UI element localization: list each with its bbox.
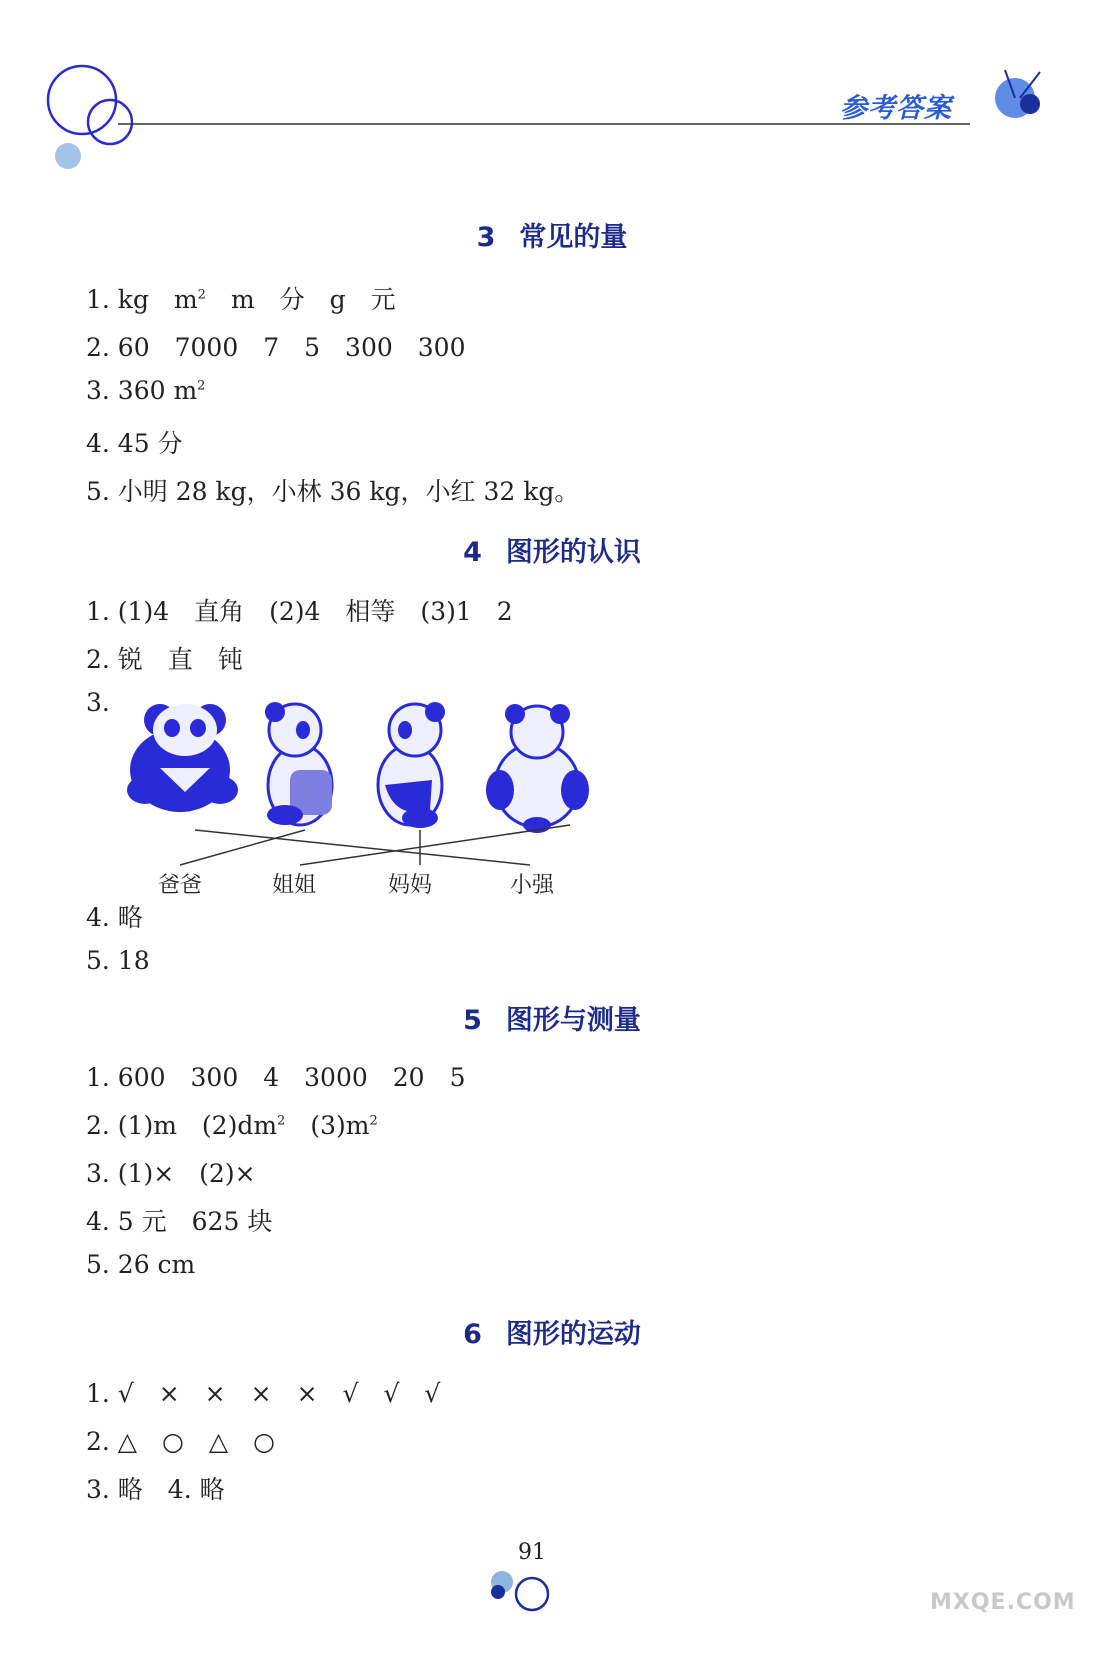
section-name: 图形的认识 — [505, 537, 641, 568]
answer-line: 3. (1)× (2)× — [86, 1159, 256, 1188]
section-number: 3 — [476, 222, 496, 253]
section-title — [0, 530, 1104, 569]
superscript: 2 — [277, 1113, 286, 1129]
superscript: 2 — [369, 1113, 378, 1129]
answer-line: 1. kg $m^2$ m 分 g 元 — [86, 285, 396, 314]
answer-line: 2. 锐 直 钝 — [86, 645, 243, 674]
answer-line: 4. 略 — [86, 903, 143, 932]
panda-right-side-icon — [265, 702, 332, 825]
panda-back-icon — [486, 704, 589, 833]
page-number: 91 — [518, 1540, 546, 1565]
answer-line: 2. △ ○ △ ○ — [86, 1427, 275, 1456]
section-title — [0, 1312, 1104, 1351]
panda-left-side-icon — [378, 702, 445, 828]
superscript: 2 — [197, 287, 206, 303]
answer-line: 3. 略 4. 略 — [86, 1475, 225, 1504]
answer-line: 5. 小明 28 kg，小林 36 kg，小红 32 kg。 — [86, 477, 580, 506]
superscript: 2 — [197, 378, 206, 394]
section-name: 图形的运动 — [505, 1319, 641, 1350]
answer-line: 4. 5 元 625 块 — [86, 1207, 273, 1236]
figure-label: 姐姐 — [272, 873, 317, 898]
answer-line: 1. (1)4 直角 (2)4 相等 (3)1 2 — [86, 597, 513, 626]
answer-line: 5. 18 — [86, 946, 150, 975]
figure-label: 小强 — [510, 873, 555, 898]
answer-line: 5. 26 cm — [86, 1250, 196, 1279]
header-title: 参考答案 — [840, 93, 952, 124]
section-title — [0, 998, 1104, 1037]
section-name: 常见的量 — [519, 222, 628, 253]
figure-label: 爸爸 — [158, 873, 203, 898]
answer-line: 1. √ × × × × √ √ √ — [86, 1379, 441, 1408]
fireworks-icon — [995, 70, 1040, 118]
section-name: 图形与测量 — [505, 1005, 641, 1036]
answer-line: 2. 60 7000 7 5 300 300 — [86, 333, 466, 362]
section-title — [0, 215, 1104, 254]
section-number: 5 — [463, 1005, 482, 1036]
section-number: 4 — [463, 537, 482, 568]
panda-front-icon — [127, 704, 238, 812]
section-number: 6 — [463, 1319, 482, 1350]
answer-line: 1. 600 300 4 3000 20 5 — [86, 1063, 466, 1092]
watermark: MXQE.COM — [930, 1590, 1076, 1615]
answer-line: 2. (1)m $(2)dm^2$ $(3)m^2$ — [86, 1111, 378, 1140]
answer-line: 3. — [86, 688, 110, 717]
panda-matching-figure — [0, 690, 620, 880]
answer-line: 3. 360 $m^2$ — [86, 376, 206, 405]
answer-line: 4. 45 分 — [86, 429, 183, 458]
figure-label: 妈妈 — [388, 873, 433, 898]
